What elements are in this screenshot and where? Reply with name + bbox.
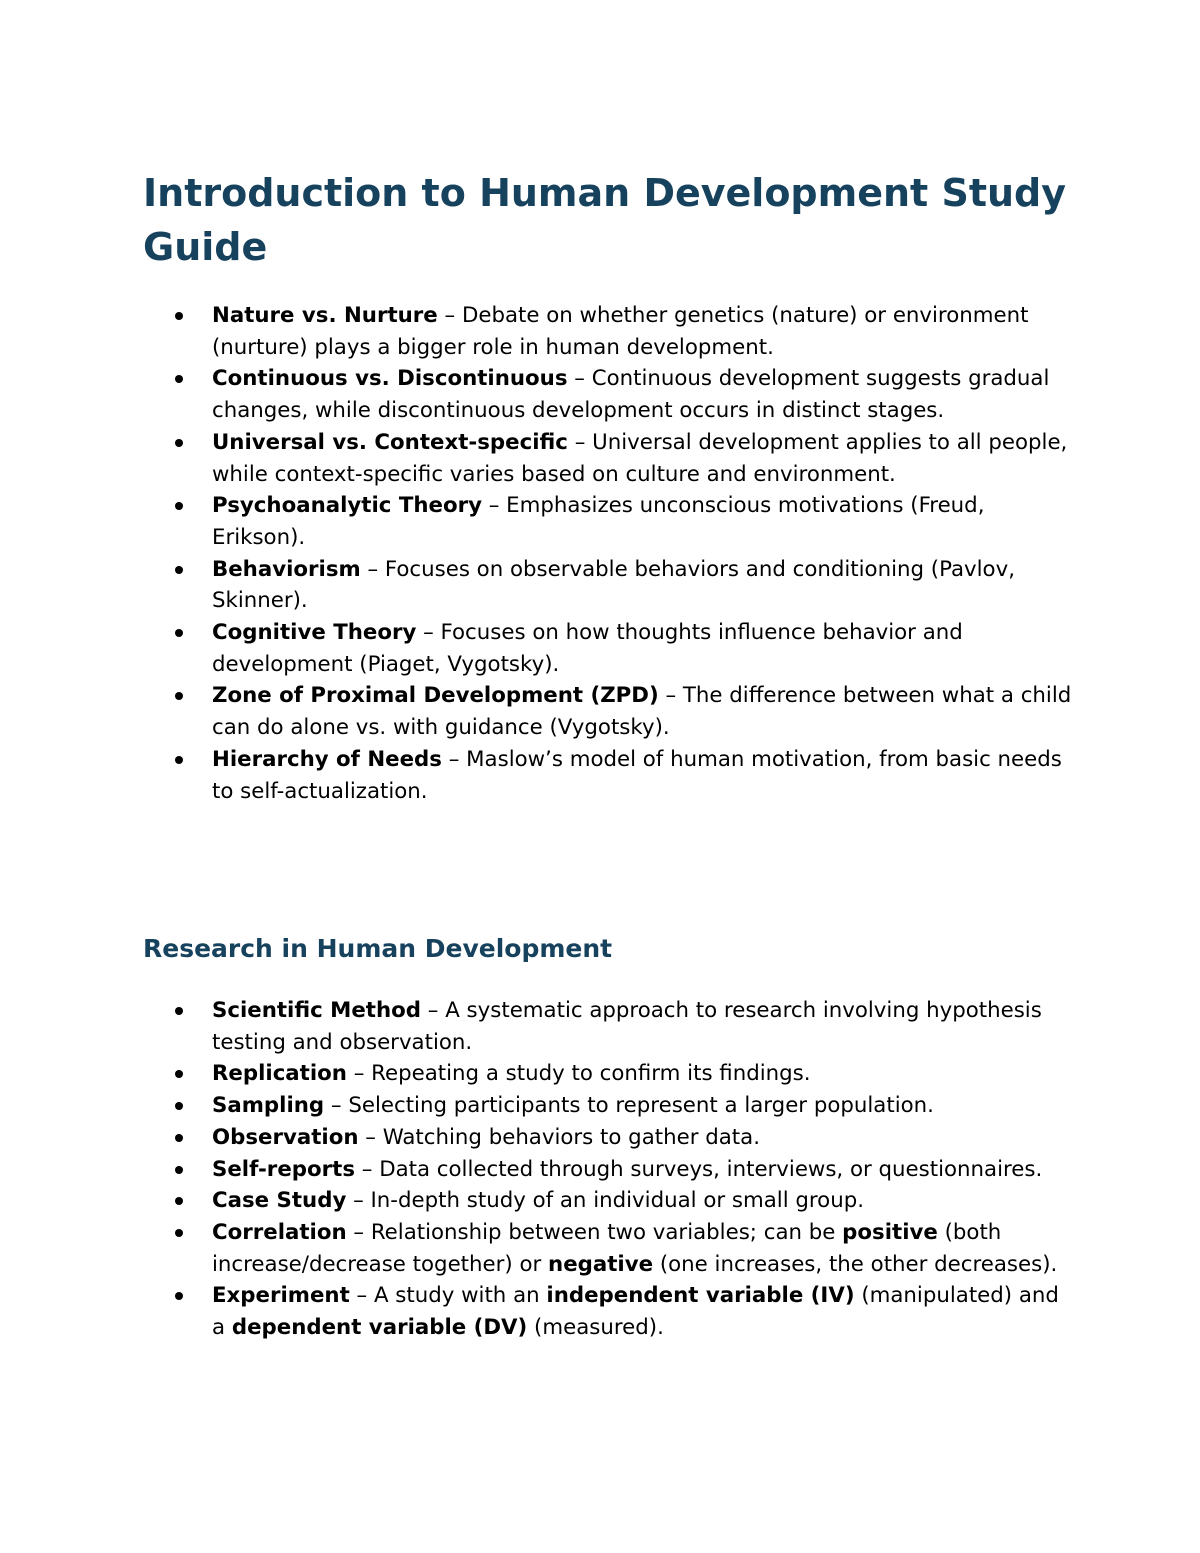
bold-keyword: negative [548,1251,654,1277]
term: Case Study [212,1188,347,1214]
term: Universal vs. Context-specific [212,429,568,455]
definition: – Universal development applies to all people, while context-specific varies based on culture and environment. [212,429,1068,487]
list-item [212,490,1072,553]
bullet-icon [175,439,183,447]
term: Correlation [212,1219,347,1245]
bullet-icon [175,375,183,383]
bullet-icon [175,692,183,700]
term: Experiment [212,1283,350,1309]
bullet-icon [175,312,183,320]
definition: – Selecting participants to represent a larger population. [324,1093,934,1119]
definition-part: – A study with an [349,1283,547,1309]
list-item [212,744,1072,807]
research-heading: Research in Human Development [143,934,613,963]
term: Observation [212,1124,359,1150]
list-item [212,1058,1072,1090]
definition: – Emphasizes unconscious motivations (Freud, Erikson). [212,493,985,550]
bold-keyword: positive [842,1219,938,1245]
term: Cognitive Theory [212,620,417,646]
definition-part: (one increases, the other decreases). [653,1251,1058,1277]
term: Hierarchy of Needs [212,746,442,772]
definition: – Maslow’s model of human motivation, from basic needs to self-actualization. [212,746,1062,804]
bullet-icon [175,629,183,637]
definition-part: (measured). [527,1315,664,1341]
definition-part: (both increase/decrease together) or [212,1219,1002,1277]
bullet-icon [175,566,183,574]
list-item [212,427,1072,490]
document-title: Introduction to Human Development Study Guide [143,171,1067,269]
list-item-correlation [212,1217,1072,1280]
list-item [212,680,1072,743]
list-item [212,1185,1072,1217]
term: Behaviorism [212,556,361,582]
definition: – In-depth study of an individual or small group. [346,1188,864,1214]
intro-bullet-list [212,300,1072,807]
list-item [212,617,1072,680]
bullet-icon [175,1166,183,1174]
definition: – Focuses on how thoughts influence behavior and development (Piaget, Vygotsky). [212,620,963,677]
bullet-icon [175,756,183,764]
list-item [212,300,1072,363]
list-item [212,554,1072,617]
definition: – Continuous development suggests gradual changes, while discontinuous development occurs in distinct stages. [212,366,1050,424]
list-item [212,1154,1072,1186]
definition-part: – Relationship between two variables; can be [346,1219,843,1245]
list-item [212,1090,1072,1122]
bullet-icon [175,1134,183,1142]
term: Psychoanalytic Theory [212,493,482,519]
term: Zone of Proximal Development (ZPD) [212,683,659,709]
term: Self-reports [212,1156,355,1182]
definition: – Watching behaviors to gather data. [358,1124,760,1150]
term: Sampling [212,1093,325,1119]
definition: – Data collected through surveys, interviews, or questionnaires. [355,1156,1043,1182]
definition: – A systematic approach to research involving hypothesis testing and observation. [212,998,1042,1055]
list-item [212,363,1072,426]
list-item [212,1122,1072,1154]
definition: – Debate on whether genetics (nature) or environment (nurture) plays a bigger role in human development. [212,303,1029,360]
bullet-icon [175,1292,183,1300]
bold-keyword: dependent variable (DV) [231,1315,528,1341]
definition: – Repeating a study to confirm its findings. [346,1061,811,1087]
bullet-icon [175,1197,183,1205]
list-item [212,995,1072,1058]
list-item-experiment [212,1280,1072,1343]
definition-part: (manipulated) and a [212,1283,1059,1341]
bullet-icon [175,1007,183,1015]
definition: – Focuses on observable behaviors and conditioning (Pavlov, Skinner). [212,556,1015,614]
bold-keyword: independent variable (IV) [546,1283,855,1309]
term: Nature vs. Nurture [212,303,438,328]
bullet-icon [175,1229,183,1237]
research-bullet-list [212,995,1072,1344]
term: Replication [212,1061,347,1087]
bullet-icon [175,1102,183,1110]
term: Continuous vs. Discontinuous [212,366,568,392]
bullet-icon [175,1070,183,1078]
bullet-icon [175,502,183,510]
definition: – The difference between what a child can do alone vs. with guidance (Vygotsky). [212,683,1072,741]
term: Scientific Method [212,998,422,1023]
